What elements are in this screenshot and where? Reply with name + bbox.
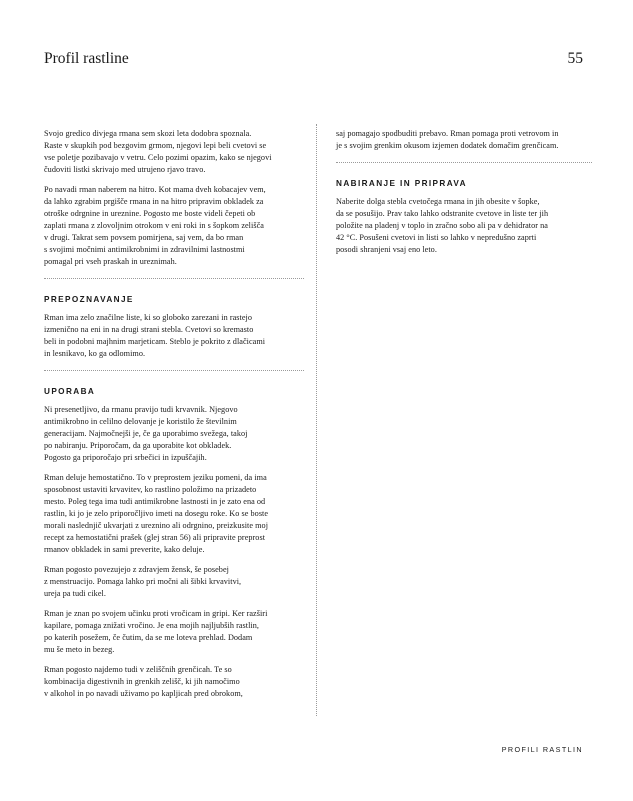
- text-line: s svojimi močnimi antimikrobnimi in zdravilnimi lastnostmi: [44, 245, 245, 254]
- running-footer: PROFILI RASTLIN: [501, 745, 583, 754]
- text-line: Ni presenetljivo, da rmanu pravijo tudi krvavnik. Njegovo: [44, 405, 238, 414]
- text-line: kapilare, pomaga znižati vročino. Je ena mojih najljubših rastlin,: [44, 621, 259, 630]
- text-line: posodi shranjeni vsaj eno leto.: [336, 245, 437, 254]
- left-column: [44, 128, 304, 708]
- section-heading-prepoznavanje: PREPOZNAVANJE: [44, 295, 134, 304]
- paragraph: [44, 128, 304, 176]
- text-line: čudoviti listki skrivajo med utrujeno rjavo travo.: [44, 165, 206, 174]
- paragraph: [44, 404, 304, 464]
- text-line: recept za hemostatični prašek (glej stran 56) ali pripravite preprost: [44, 533, 266, 542]
- section-rule: [44, 370, 304, 371]
- text-line: Rman deluje hemostatično. To v preprostem jeziku pomeni, da ima: [44, 473, 267, 482]
- text-line: zaplati rmana z zlovoljnim otrokom v eni roki in s šopkom zelišča: [44, 221, 264, 230]
- section-rule: [44, 278, 304, 279]
- text-line: Rman pogosto povezujejo z zdravjem žensk, še posebej: [44, 565, 229, 574]
- text-line: ureja pa tudi cikel.: [44, 589, 106, 598]
- text-line: da se posušijo. Prav tako lahko odstranite cvetove in liste ter jih: [336, 209, 549, 218]
- text-line: Po navadi rman naberem na hitro. Kot mama dveh kobacajev vem,: [44, 185, 266, 194]
- text-line: rastlin, ki jo je zelo priporočljivo imeti na dosegu roke. Ko se boste: [44, 509, 269, 518]
- text-line: saj pomagajo spodbuditi prebavo. Rman pomaga proti vetrovom in: [336, 129, 559, 138]
- text-line: 42 °C. Posušeni cvetovi in listi so lahko v nepredušno zaprti: [336, 233, 537, 242]
- text-line: beli in podobni majhnim marjeticam. Steblo je pokrito z dlačicami: [44, 337, 266, 346]
- text-line: morali naslednjič ukvarjati z ureznino ali odrgnino, preizkusite moj: [44, 521, 269, 530]
- text-line: da lahko zgrabim prgišče rmana in na hitro pripravim obkladek za: [44, 197, 264, 206]
- intro-section: [44, 128, 304, 268]
- section-heading-nabiranje: NABIRANJE IN PRIPRAVA: [336, 179, 467, 188]
- text-line: kombinacija digestivnih in grenkih zelišč, ki jih namočimo: [44, 677, 240, 686]
- text-line: Svojo gredico divjega rmana sem skozi leta dodobra spoznala.: [44, 129, 252, 138]
- paragraph: [44, 564, 304, 600]
- text-line: rmanov obkladek in sami preverite, kako deluje.: [44, 545, 205, 554]
- section-heading-uporaba: UPORABA: [44, 387, 96, 396]
- text-line: v drugi. Takrat sem povsem pomirjena, saj vem, da bo rman: [44, 233, 244, 242]
- text-line: v alkohol in po navadi uživamo po kapljicah pred obrokom,: [44, 689, 243, 698]
- text-line: Rman ima zelo značilne liste, ki so globoko zarezani in rastejo: [44, 313, 252, 322]
- text-line: Naberite dolga stebla cvetočega rmana in jih obesite v šopke,: [336, 197, 540, 206]
- column-divider: [316, 124, 317, 716]
- text-line: po nabiranju. Priporočam, da ga uporabite kot obkladek.: [44, 441, 232, 450]
- paragraph: [44, 664, 304, 700]
- text-line: Rman je znan po svojem učinku proti vročicam in gripi. Ker razširi: [44, 609, 268, 618]
- right-column: [336, 128, 592, 264]
- text-line: in lesnikavo, ko ga odlomimo.: [44, 349, 146, 358]
- text-line: mu še meto in bezeg.: [44, 645, 115, 654]
- paragraph: [44, 184, 304, 268]
- text-line: Pogosto ga priporočajo pri srbečici in izpuščajih.: [44, 453, 207, 462]
- paragraph: [44, 472, 304, 556]
- paragraph: [44, 608, 304, 656]
- text-line: Rman pogosto najdemo tudi v zeliščnih grenčicah. Te so: [44, 665, 232, 674]
- paragraph: [336, 128, 592, 152]
- text-line: izmenično na eni in na drugi strani stebla. Cvetovi so kremasto: [44, 325, 254, 334]
- text-line: otroške odrgnine in ureznine. Pogosto me boste videli čepeti ob: [44, 209, 256, 218]
- paragraph: [336, 196, 592, 256]
- text-line: mesto. Poleg tega ima tudi antimikrobne lastnosti in je zato ena od: [44, 497, 266, 506]
- text-line: je s svojim grenkim okusom izjemen dodatek domačim grenčicam.: [336, 141, 559, 150]
- paragraph: [44, 312, 304, 360]
- text-line: antimikrobno in celilno delovanje je koristilo že številnim: [44, 417, 237, 426]
- text-line: pomagal pri vseh praskah in ureznimah.: [44, 257, 177, 266]
- nabiranje-section: [336, 196, 592, 256]
- text-line: Raste v skupkih pod bezgovim grmom, njegovi lepi beli cvetovi se: [44, 141, 267, 150]
- page-number: 55: [567, 50, 583, 67]
- text-line: sposobnost ustaviti krvavitev, ko rastlino položimo na prizadeto: [44, 485, 257, 494]
- section-rule: [336, 162, 592, 163]
- text-line: z menstruacijo. Pomaga lahko pri močni ali šibki krvavitvi,: [44, 577, 242, 586]
- page-title: Profil rastline: [44, 50, 129, 67]
- prepoznavanje-section: [44, 312, 304, 360]
- text-line: položite na pladenj v toplo in zračno sobo ali pa v dehidrator na: [336, 221, 548, 230]
- text-line: vse poletje pozibavajo v vetru. Celo pozimi opazim, kako se njegovi: [44, 153, 272, 162]
- continuation-section: [336, 128, 592, 152]
- text-line: po katerih posežem, če čutim, da se me loteva prehlad. Dodam: [44, 633, 253, 642]
- uporaba-section: [44, 404, 304, 700]
- text-line: generacijam. Najmočnejši je, če ga uporabimo svežega, takoj: [44, 429, 248, 438]
